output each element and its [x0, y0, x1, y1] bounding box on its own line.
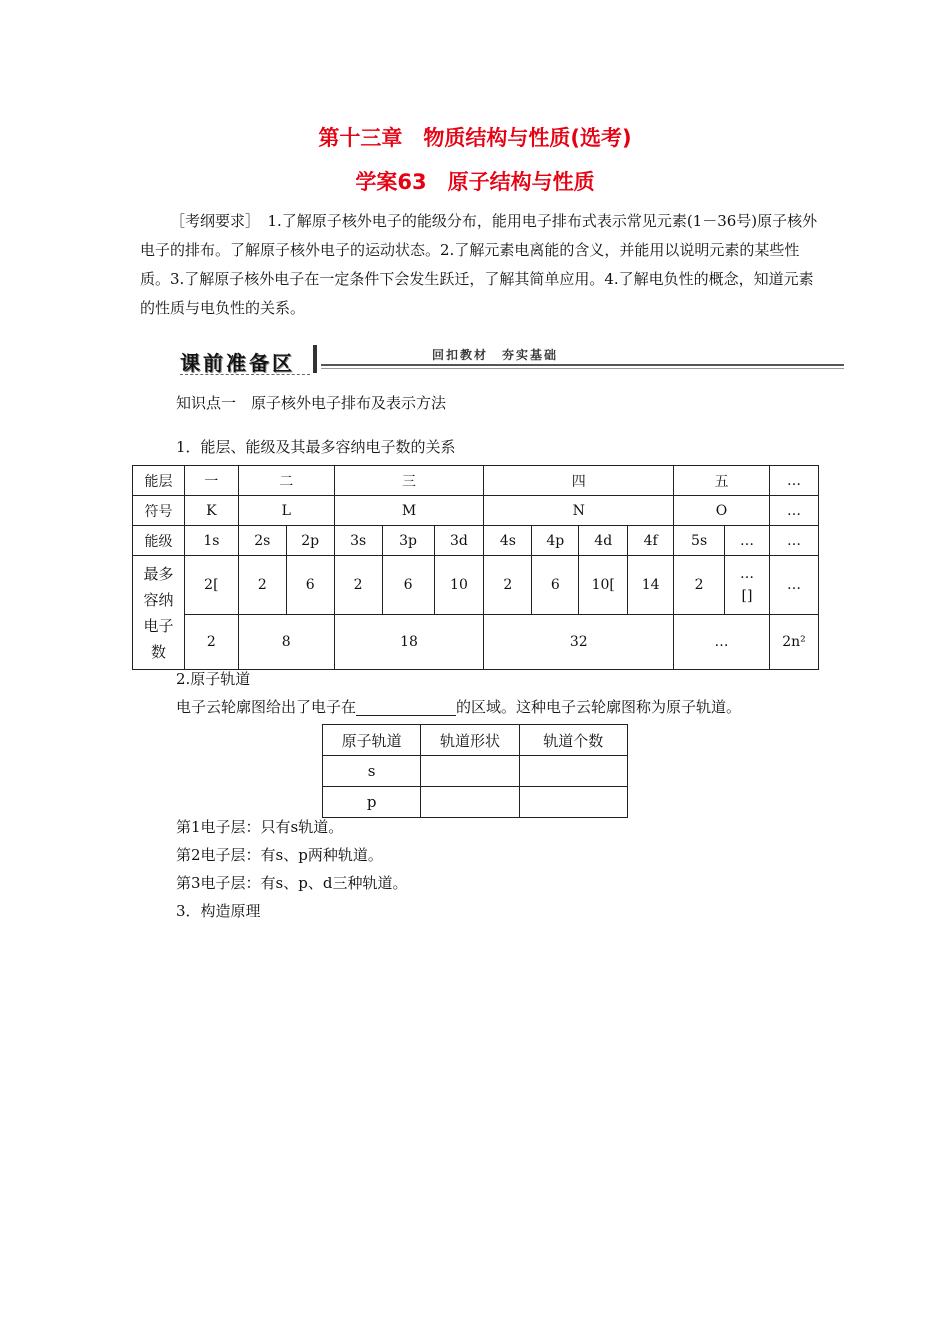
row-head-max-line: 容纳: [143, 590, 174, 609]
cell: …: [769, 496, 818, 526]
cell: 2: [484, 556, 532, 615]
cell-line: []: [741, 588, 753, 604]
table-row-max-per-layer: [133, 615, 819, 670]
answer-cell[interactable]: [421, 756, 519, 787]
table-row-level: [133, 526, 819, 556]
row-head-max-line: 电子: [143, 616, 174, 635]
orbital-sentence: [176, 696, 741, 718]
cell: 一: [184, 466, 238, 496]
cell: …: [769, 466, 818, 496]
cell: N: [484, 496, 674, 526]
orbital-sentence-end: 的区域。这种电子云轮廓图称为原子轨道。: [456, 698, 742, 716]
cell: 3d: [434, 526, 484, 556]
table-row: [323, 756, 628, 787]
cell: 4s: [484, 526, 532, 556]
cell: 14: [628, 556, 674, 615]
cell: p: [323, 787, 421, 818]
cell: 4d: [579, 526, 628, 556]
section-header: [176, 343, 844, 377]
cell: 6: [286, 556, 334, 615]
orbital-sentence-start: 电子云轮廓图给出了电子在: [176, 698, 357, 716]
row-head-symbol: 符号: [133, 496, 185, 526]
energy-level-table: [132, 465, 819, 670]
section-label: 课前准备区: [180, 351, 295, 375]
cell: 2: [238, 556, 286, 615]
fill-in-blank[interactable]: [356, 701, 456, 716]
syllabus-requirements: ［考纲要求］ 1.了解原子核外电子的能级分布，能用电子排布式表示常见元素(1－36号)原子核外电子的排布。了解原子核外电子的运动状态。2.了解元素电离能的含义，并能用以说明元素的某些性质。3.了解原子核外电子在一定条件下会发生跃迁，了解其简单应用。4.了解电负性的概念，知道元素的性质与电负性的关系。: [140, 212, 818, 317]
cell-line: …: [739, 566, 754, 582]
case-title: 学案63 原子结构与性质: [355, 170, 595, 194]
cell: 三: [334, 466, 484, 496]
cell: 4p: [532, 526, 579, 556]
cell: 3p: [382, 526, 434, 556]
cell: …: [769, 556, 818, 615]
layer-1-note: 第1电子层：只有s轨道。: [176, 818, 344, 836]
item-3-heading: 3．构造原理: [176, 902, 261, 920]
cell: 2: [334, 556, 382, 615]
cell: K: [184, 496, 238, 526]
orbital-table: [322, 724, 628, 818]
cell: 2s: [238, 526, 286, 556]
section-rule: [321, 364, 844, 366]
cell: [725, 556, 770, 615]
cell: 32: [484, 615, 674, 670]
cell: M: [334, 496, 484, 526]
item-1-heading: 1．能层、能级及其最多容纳电子数的关系: [176, 438, 456, 456]
cell: 4f: [628, 526, 674, 556]
cell: s: [323, 756, 421, 787]
section-underline: [180, 374, 310, 375]
row-head-layer: 能层: [133, 466, 185, 496]
row-head-level: 能级: [133, 526, 185, 556]
table-row-layer: [133, 466, 819, 496]
header-cell: 原子轨道: [323, 725, 421, 756]
cell: 18: [334, 615, 484, 670]
answer-cell[interactable]: [519, 756, 627, 787]
cell: 6: [382, 556, 434, 615]
chapter-title: 第十三章 物质结构与性质(选考): [318, 126, 632, 150]
cell: 2: [184, 615, 238, 670]
cell: 2n²: [769, 615, 818, 670]
cell: …: [674, 615, 770, 670]
header-cell: 轨道形状: [421, 725, 519, 756]
cell: …: [769, 526, 818, 556]
header-cell: 轨道个数: [519, 725, 627, 756]
cell: L: [238, 496, 334, 526]
cell: …: [725, 526, 770, 556]
layer-3-note: 第3电子层：有s、p、d三种轨道。: [176, 874, 408, 892]
table-row-max-per-level: [133, 556, 819, 615]
cell: 10[: [579, 556, 628, 615]
row-head-max: [133, 556, 185, 670]
section-rule-thin: [321, 368, 844, 369]
section-subtitle: 回扣教材 夯实基础: [432, 348, 559, 362]
answer-cell[interactable]: [519, 787, 627, 818]
cell: 五: [674, 466, 770, 496]
cell: O: [674, 496, 770, 526]
cell: 2p: [286, 526, 334, 556]
item-2-heading: 2.原子轨道: [176, 670, 251, 688]
layer-2-note: 第2电子层：有s、p两种轨道。: [176, 846, 383, 864]
cell: 5s: [674, 526, 725, 556]
table-row: [323, 787, 628, 818]
row-head-max-line: 数: [150, 642, 166, 661]
cell: 2: [674, 556, 725, 615]
cell: 四: [484, 466, 674, 496]
cell: 2[: [184, 556, 238, 615]
row-head-max-line: 最多: [143, 564, 174, 583]
cell: 二: [238, 466, 334, 496]
table-row-symbol: [133, 496, 819, 526]
cell: 1s: [184, 526, 238, 556]
cell: 6: [532, 556, 579, 615]
cell: 3s: [334, 526, 382, 556]
knowledge-point-heading: 知识点一 原子核外电子排布及表示方法: [176, 394, 447, 412]
table-header-row: [323, 725, 628, 756]
answer-cell[interactable]: [421, 787, 519, 818]
cell: 10: [434, 556, 484, 615]
cell: 8: [238, 615, 334, 670]
section-divider: [313, 345, 317, 373]
